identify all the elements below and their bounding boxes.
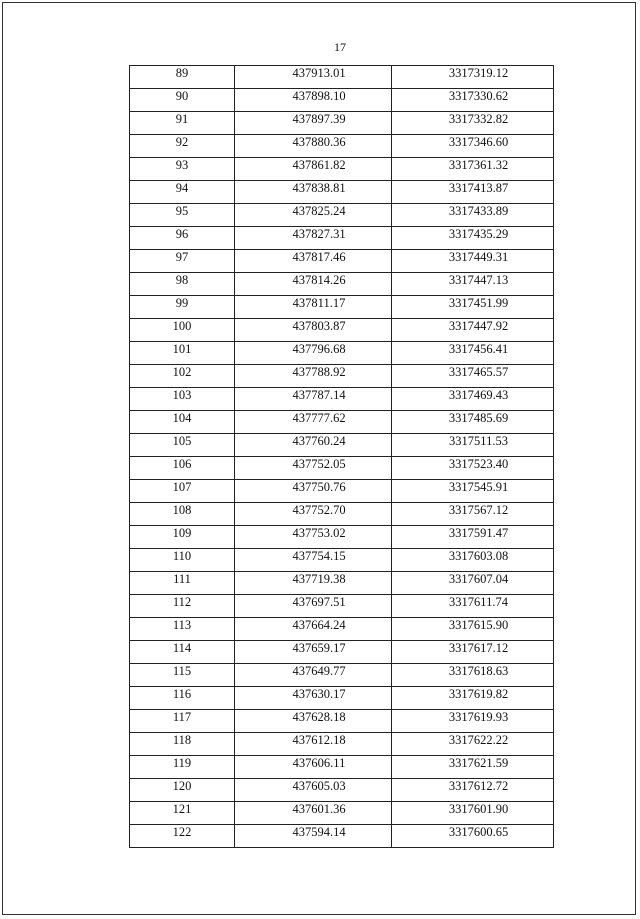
x-coordinate-value: 437630.17 xyxy=(292,687,346,701)
x-coordinate-cell xyxy=(235,457,392,480)
x-coordinate-value: 437612.18 xyxy=(292,733,346,747)
table-row xyxy=(130,434,554,457)
table-row xyxy=(130,319,554,342)
y-coordinate-cell xyxy=(392,365,554,388)
x-coordinate-cell xyxy=(235,710,392,733)
table-row xyxy=(130,802,554,825)
x-coordinate-cell xyxy=(235,135,392,158)
table-row xyxy=(130,664,554,687)
y-coordinate-cell xyxy=(392,181,554,204)
coordinate-table xyxy=(129,65,554,848)
y-coordinate-value: 3317621.59 xyxy=(448,756,509,770)
y-coordinate-cell xyxy=(392,480,554,503)
x-coordinate-cell xyxy=(235,411,392,434)
point-number-cell: 97 xyxy=(130,250,235,273)
point-number-cell: 116 xyxy=(130,687,235,710)
table-row xyxy=(130,825,554,848)
table-row xyxy=(130,572,554,595)
y-coordinate-value: 3317615.90 xyxy=(448,618,509,632)
y-coordinate-value: 3317447.13 xyxy=(448,273,509,287)
y-coordinate-cell xyxy=(392,112,554,135)
x-coordinate-cell xyxy=(235,158,392,181)
y-coordinate-value: 3317567.12 xyxy=(448,503,509,517)
y-coordinate-cell xyxy=(392,89,554,112)
y-coordinate-value: 3317601.90 xyxy=(448,802,509,816)
y-coordinate-cell xyxy=(392,618,554,641)
x-coordinate-value: 437760.24 xyxy=(292,434,346,448)
y-coordinate-cell xyxy=(392,503,554,526)
point-number-cell: 96 xyxy=(130,227,235,250)
x-coordinate-cell xyxy=(235,112,392,135)
x-coordinate-value: 437897.39 xyxy=(292,112,346,126)
y-coordinate-value: 3317617.12 xyxy=(448,641,509,655)
y-coordinate-value: 3317319.12 xyxy=(448,66,509,80)
point-number-cell: 118 xyxy=(130,733,235,756)
point-number-cell: 95 xyxy=(130,204,235,227)
y-coordinate-value: 3317612.72 xyxy=(448,779,509,793)
point-number-cell: 113 xyxy=(130,618,235,641)
y-coordinate-cell xyxy=(392,526,554,549)
x-coordinate-cell xyxy=(235,89,392,112)
x-coordinate-cell xyxy=(235,802,392,825)
table-row xyxy=(130,503,554,526)
x-coordinate-cell xyxy=(235,618,392,641)
x-coordinate-value: 437814.26 xyxy=(292,273,346,287)
point-number-cell: 122 xyxy=(130,825,235,848)
table-row xyxy=(130,457,554,480)
x-coordinate-cell xyxy=(235,388,392,411)
y-coordinate-cell xyxy=(392,411,554,434)
y-coordinate-value: 3317511.53 xyxy=(449,434,508,448)
x-coordinate-value: 437719.38 xyxy=(292,572,346,586)
x-coordinate-cell xyxy=(235,687,392,710)
y-coordinate-cell xyxy=(392,457,554,480)
y-coordinate-value: 3317545.91 xyxy=(448,480,509,494)
table-row xyxy=(130,66,554,89)
point-number-cell: 91 xyxy=(130,112,235,135)
x-coordinate-cell xyxy=(235,549,392,572)
x-coordinate-value: 437913.01 xyxy=(292,66,346,80)
x-coordinate-cell xyxy=(235,526,392,549)
table-row xyxy=(130,273,554,296)
table-row xyxy=(130,641,554,664)
point-number-cell: 99 xyxy=(130,296,235,319)
y-coordinate-value: 3317603.08 xyxy=(448,549,509,563)
x-coordinate-value: 437594.14 xyxy=(292,825,346,839)
point-number-cell: 115 xyxy=(130,664,235,687)
x-coordinate-value: 437803.87 xyxy=(292,319,346,333)
point-number-cell: 98 xyxy=(130,273,235,296)
table-row xyxy=(130,526,554,549)
table-row xyxy=(130,204,554,227)
y-coordinate-cell xyxy=(392,319,554,342)
point-number-cell: 105 xyxy=(130,434,235,457)
y-coordinate-cell xyxy=(392,779,554,802)
y-coordinate-cell xyxy=(392,802,554,825)
x-coordinate-cell xyxy=(235,319,392,342)
y-coordinate-value: 3317332.82 xyxy=(448,112,509,126)
point-number-cell: 112 xyxy=(130,595,235,618)
y-coordinate-value: 3317361.32 xyxy=(448,158,509,172)
x-coordinate-value: 437811.17 xyxy=(292,296,346,310)
point-number-cell: 104 xyxy=(130,411,235,434)
y-coordinate-cell xyxy=(392,296,554,319)
x-coordinate-cell xyxy=(235,434,392,457)
y-coordinate-value: 3317619.93 xyxy=(448,710,509,724)
y-coordinate-value: 3317611.74 xyxy=(449,595,508,609)
x-coordinate-value: 437753.02 xyxy=(292,526,346,540)
y-coordinate-cell xyxy=(392,273,554,296)
point-number-cell: 101 xyxy=(130,342,235,365)
point-number-cell: 121 xyxy=(130,802,235,825)
table-row xyxy=(130,733,554,756)
x-coordinate-value: 437601.36 xyxy=(292,802,346,816)
x-coordinate-value: 437754.15 xyxy=(292,549,346,563)
x-coordinate-cell xyxy=(235,66,392,89)
y-coordinate-value: 3317447.92 xyxy=(448,319,509,333)
x-coordinate-cell xyxy=(235,503,392,526)
y-coordinate-value: 3317330.62 xyxy=(448,89,509,103)
point-number-cell: 114 xyxy=(130,641,235,664)
table-row xyxy=(130,687,554,710)
x-coordinate-value: 437827.31 xyxy=(292,227,346,241)
y-coordinate-value: 3317449.31 xyxy=(448,250,509,264)
x-coordinate-cell xyxy=(235,572,392,595)
y-coordinate-cell xyxy=(392,733,554,756)
point-number-cell: 108 xyxy=(130,503,235,526)
point-number-cell: 102 xyxy=(130,365,235,388)
table-row xyxy=(130,250,554,273)
point-number-cell: 89 xyxy=(130,66,235,89)
y-coordinate-value: 3317435.29 xyxy=(448,227,509,241)
y-coordinate-cell xyxy=(392,434,554,457)
x-coordinate-cell xyxy=(235,595,392,618)
y-coordinate-value: 3317451.99 xyxy=(448,296,509,310)
x-coordinate-cell xyxy=(235,296,392,319)
x-coordinate-cell xyxy=(235,204,392,227)
page-number: 17 xyxy=(334,40,346,54)
x-coordinate-value: 437788.92 xyxy=(292,365,346,379)
y-coordinate-cell xyxy=(392,595,554,618)
point-number-cell: 92 xyxy=(130,135,235,158)
x-coordinate-cell xyxy=(235,365,392,388)
table-row xyxy=(130,388,554,411)
point-number-cell: 119 xyxy=(130,756,235,779)
point-number-cell: 110 xyxy=(130,549,235,572)
y-coordinate-cell xyxy=(392,342,554,365)
y-coordinate-value: 3317413.87 xyxy=(448,181,509,195)
y-coordinate-cell xyxy=(392,135,554,158)
x-coordinate-cell xyxy=(235,250,392,273)
x-coordinate-value: 437697.51 xyxy=(292,595,346,609)
table-row xyxy=(130,227,554,250)
table-row xyxy=(130,296,554,319)
point-number-cell: 103 xyxy=(130,388,235,411)
x-coordinate-value: 437664.24 xyxy=(292,618,346,632)
y-coordinate-value: 3317622.22 xyxy=(448,733,509,747)
table-row xyxy=(130,158,554,181)
y-coordinate-cell xyxy=(392,572,554,595)
y-coordinate-value: 3317346.60 xyxy=(448,135,509,149)
y-coordinate-cell xyxy=(392,687,554,710)
y-coordinate-value: 3317618.63 xyxy=(448,664,509,678)
point-number-cell: 94 xyxy=(130,181,235,204)
point-number-cell: 120 xyxy=(130,779,235,802)
x-coordinate-value: 437838.81 xyxy=(292,181,346,195)
y-coordinate-value: 3317465.57 xyxy=(448,365,509,379)
y-coordinate-value: 3317600.65 xyxy=(448,825,509,839)
y-coordinate-value: 3317456.41 xyxy=(448,342,509,356)
y-coordinate-value: 3317591.47 xyxy=(448,526,509,540)
y-coordinate-cell xyxy=(392,641,554,664)
x-coordinate-value: 437628.18 xyxy=(292,710,346,724)
x-coordinate-cell xyxy=(235,227,392,250)
x-coordinate-cell xyxy=(235,825,392,848)
point-number-cell: 106 xyxy=(130,457,235,480)
table-row xyxy=(130,89,554,112)
y-coordinate-cell xyxy=(392,388,554,411)
table-row xyxy=(130,710,554,733)
table-row xyxy=(130,181,554,204)
x-coordinate-value: 437752.05 xyxy=(292,457,346,471)
y-coordinate-value: 3317619.82 xyxy=(448,687,509,701)
y-coordinate-cell xyxy=(392,250,554,273)
coordinate-table-body xyxy=(130,66,554,848)
y-coordinate-value: 3317469.43 xyxy=(448,388,509,402)
x-coordinate-value: 437787.14 xyxy=(292,388,346,402)
x-coordinate-value: 437898.10 xyxy=(292,89,346,103)
x-coordinate-cell xyxy=(235,480,392,503)
y-coordinate-cell xyxy=(392,664,554,687)
x-coordinate-value: 437825.24 xyxy=(292,204,346,218)
x-coordinate-value: 437796.68 xyxy=(292,342,346,356)
x-coordinate-cell xyxy=(235,779,392,802)
x-coordinate-value: 437649.77 xyxy=(292,664,346,678)
x-coordinate-cell xyxy=(235,733,392,756)
x-coordinate-cell xyxy=(235,181,392,204)
y-coordinate-cell xyxy=(392,825,554,848)
y-coordinate-cell xyxy=(392,204,554,227)
table-row xyxy=(130,480,554,503)
point-number-cell: 107 xyxy=(130,480,235,503)
table-row xyxy=(130,549,554,572)
table-row xyxy=(130,779,554,802)
table-row xyxy=(130,411,554,434)
x-coordinate-value: 437659.17 xyxy=(292,641,346,655)
point-number-cell: 109 xyxy=(130,526,235,549)
x-coordinate-value: 437861.82 xyxy=(292,158,346,172)
point-number-cell: 93 xyxy=(130,158,235,181)
x-coordinate-cell xyxy=(235,756,392,779)
table-row xyxy=(130,365,554,388)
x-coordinate-cell xyxy=(235,342,392,365)
x-coordinate-value: 437750.76 xyxy=(292,480,346,494)
x-coordinate-value: 437777.62 xyxy=(292,411,346,425)
y-coordinate-value: 3317433.89 xyxy=(448,204,509,218)
table-row xyxy=(130,342,554,365)
y-coordinate-cell xyxy=(392,710,554,733)
y-coordinate-cell xyxy=(392,756,554,779)
y-coordinate-cell xyxy=(392,227,554,250)
x-coordinate-value: 437752.70 xyxy=(292,503,346,517)
x-coordinate-cell xyxy=(235,641,392,664)
point-number-cell: 117 xyxy=(130,710,235,733)
x-coordinate-value: 437880.36 xyxy=(292,135,346,149)
point-number-cell: 111 xyxy=(130,572,235,595)
x-coordinate-value: 437605.03 xyxy=(292,779,346,793)
table-row xyxy=(130,135,554,158)
table-row xyxy=(130,618,554,641)
x-coordinate-cell xyxy=(235,273,392,296)
x-coordinate-cell xyxy=(235,664,392,687)
x-coordinate-value: 437817.46 xyxy=(292,250,346,264)
table-row xyxy=(130,756,554,779)
table-row xyxy=(130,595,554,618)
y-coordinate-value: 3317607.04 xyxy=(448,572,509,586)
table-row xyxy=(130,112,554,135)
y-coordinate-value: 3317523.40 xyxy=(448,457,509,471)
point-number-cell: 90 xyxy=(130,89,235,112)
y-coordinate-cell xyxy=(392,158,554,181)
x-coordinate-value: 437606.11 xyxy=(292,756,346,770)
y-coordinate-cell xyxy=(392,549,554,572)
y-coordinate-cell xyxy=(392,66,554,89)
y-coordinate-value: 3317485.69 xyxy=(448,411,509,425)
point-number-cell: 100 xyxy=(130,319,235,342)
